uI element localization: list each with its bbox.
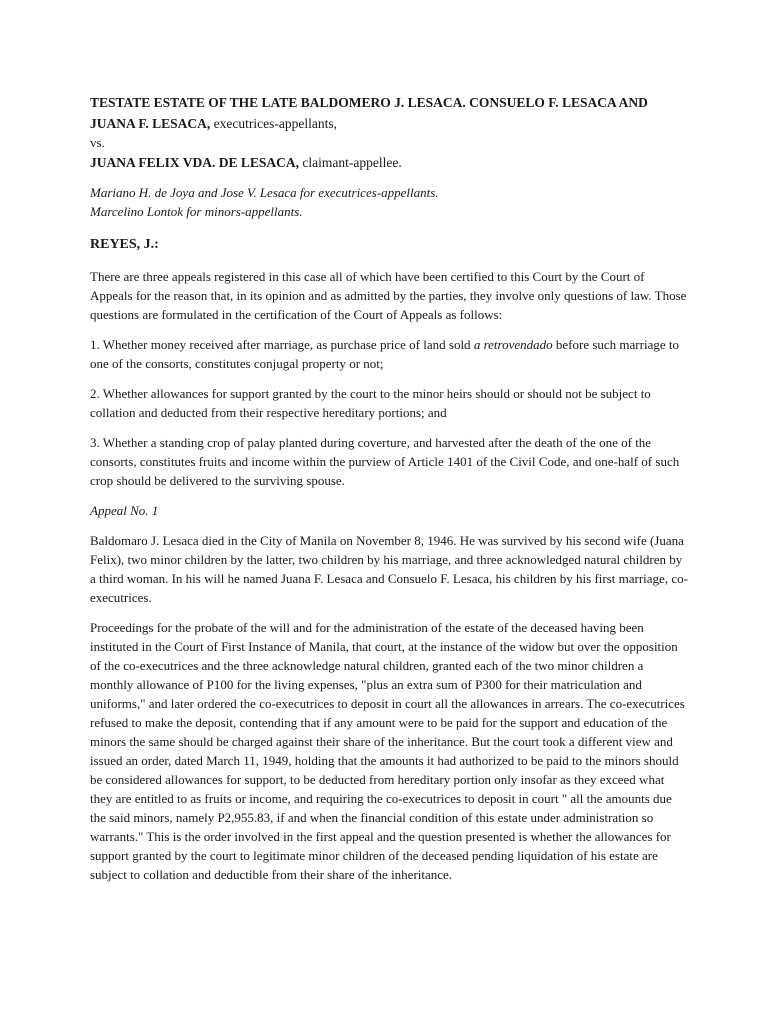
appellee-name: JUANA FELIX VDA. DE LESACA, [90,155,300,170]
caption-title: TESTATE ESTATE OF THE LATE BALDOMERO J. LESACA. CONSUELO F. LESACA AND [90,95,648,110]
caption-line-2 [90,113,688,134]
appellants-name: JUANA F. LESACA, [90,116,211,131]
intro-paragraph: There are three appeals registered in this case all of which have been certified to this Court by the Court of Appeals for the reason that, in its opinion and as admitted by the parties, they involve only questions of law. Those questions are formulated in the certification of the Court of Appeals as follows: [90,269,687,322]
appellants-role: executrices-appellants, [210,116,337,131]
question-3: 3. Whether a standing crop of palay planted during coverture, and harvested after the death of the one of the consorts, constitutes fruits and income within the purview of Article 1401 of the Civil Code, and one-half of such crop should be delivered to the surviving spouse. [90,435,680,488]
case-caption [90,92,688,173]
document-page [90,92,688,884]
appellee-role: claimant-appellee. [299,155,402,170]
body-paragraph-2: Proceedings for the probate of the will and for the administration of the estate of the deceased having been instituted in the Court of First Instance of Manila, that court, at the instance of the widow but over the opposition of the co-executrices and the three acknowledge natural children, granted each of the two minor children a monthly allowance of P100 for the living expenses, "plus an extra sum of P300 for their matriculation and uniforms," and later ordered the co-executrices to deposit in court all the allowances in arrears. The co-executrices refused to make the deposit, contending that if any amount were to be paid for the support and education of the minors the same should be charged against their share of the inheritance. But the court took a different view and issued an order, dated March 11, 1949, holding that the amounts it had authorized to be paid to the minors should be considered allowances for support, to be deducted from hereditary portion only insofar as they exceed what they are entitled to as fruits or income, and requiring the co-executrices to deposit in court " all the amounts due the said minors, namely P2,955.83, if and when the financial condition of this estate under administration so warrants." This is the order involved in the first appeal and the question presented is whether the allowances for support granted by the court to legitimate minor children of the deceased pending liquidation of his estate are subject to collation and deductible from their share of the inheritance. [90,620,685,882]
counsel-block [90,183,688,221]
question-1-italic-term: a retrovendado [473,337,553,352]
caption-line-3 [90,152,688,173]
body-paragraph-1: Baldomaro J. Lesaca died in the City of Manila on November 8, 1946. He was survived by his second wife (Juana Felix), two minor children by the latter, two children by his marriage, and three acknowledged natural children by a third woman. In his will he named Juana F. Lesaca and Consuelo F. Lesaca, his children by his first marriage, co-executrices. [90,533,688,605]
ponente: REYES, J.: [90,237,159,252]
question-2: 2. Whether allowances for support granted by the court to the minor heirs should or should not be subject to collation and deducted from their respective hereditary portions; and [90,386,651,420]
question-1 [90,335,688,373]
counsel-line-1: Mariano H. de Joya and Jose V. Lesaca for executrices-appellants. [90,185,439,200]
caption-line-1 [90,92,688,113]
question-1-end: before such marriage to one of the consorts, constitutes conjugal property or not; [90,337,679,371]
versus-label: vs. [90,135,105,150]
appeal-heading: Appeal No. 1 [90,503,159,518]
counsel-line-2: Marcelino Lontok for minors-appellants. [90,204,303,219]
question-1-start: 1. Whether money received after marriage, as purchase price of land sold [90,337,474,352]
